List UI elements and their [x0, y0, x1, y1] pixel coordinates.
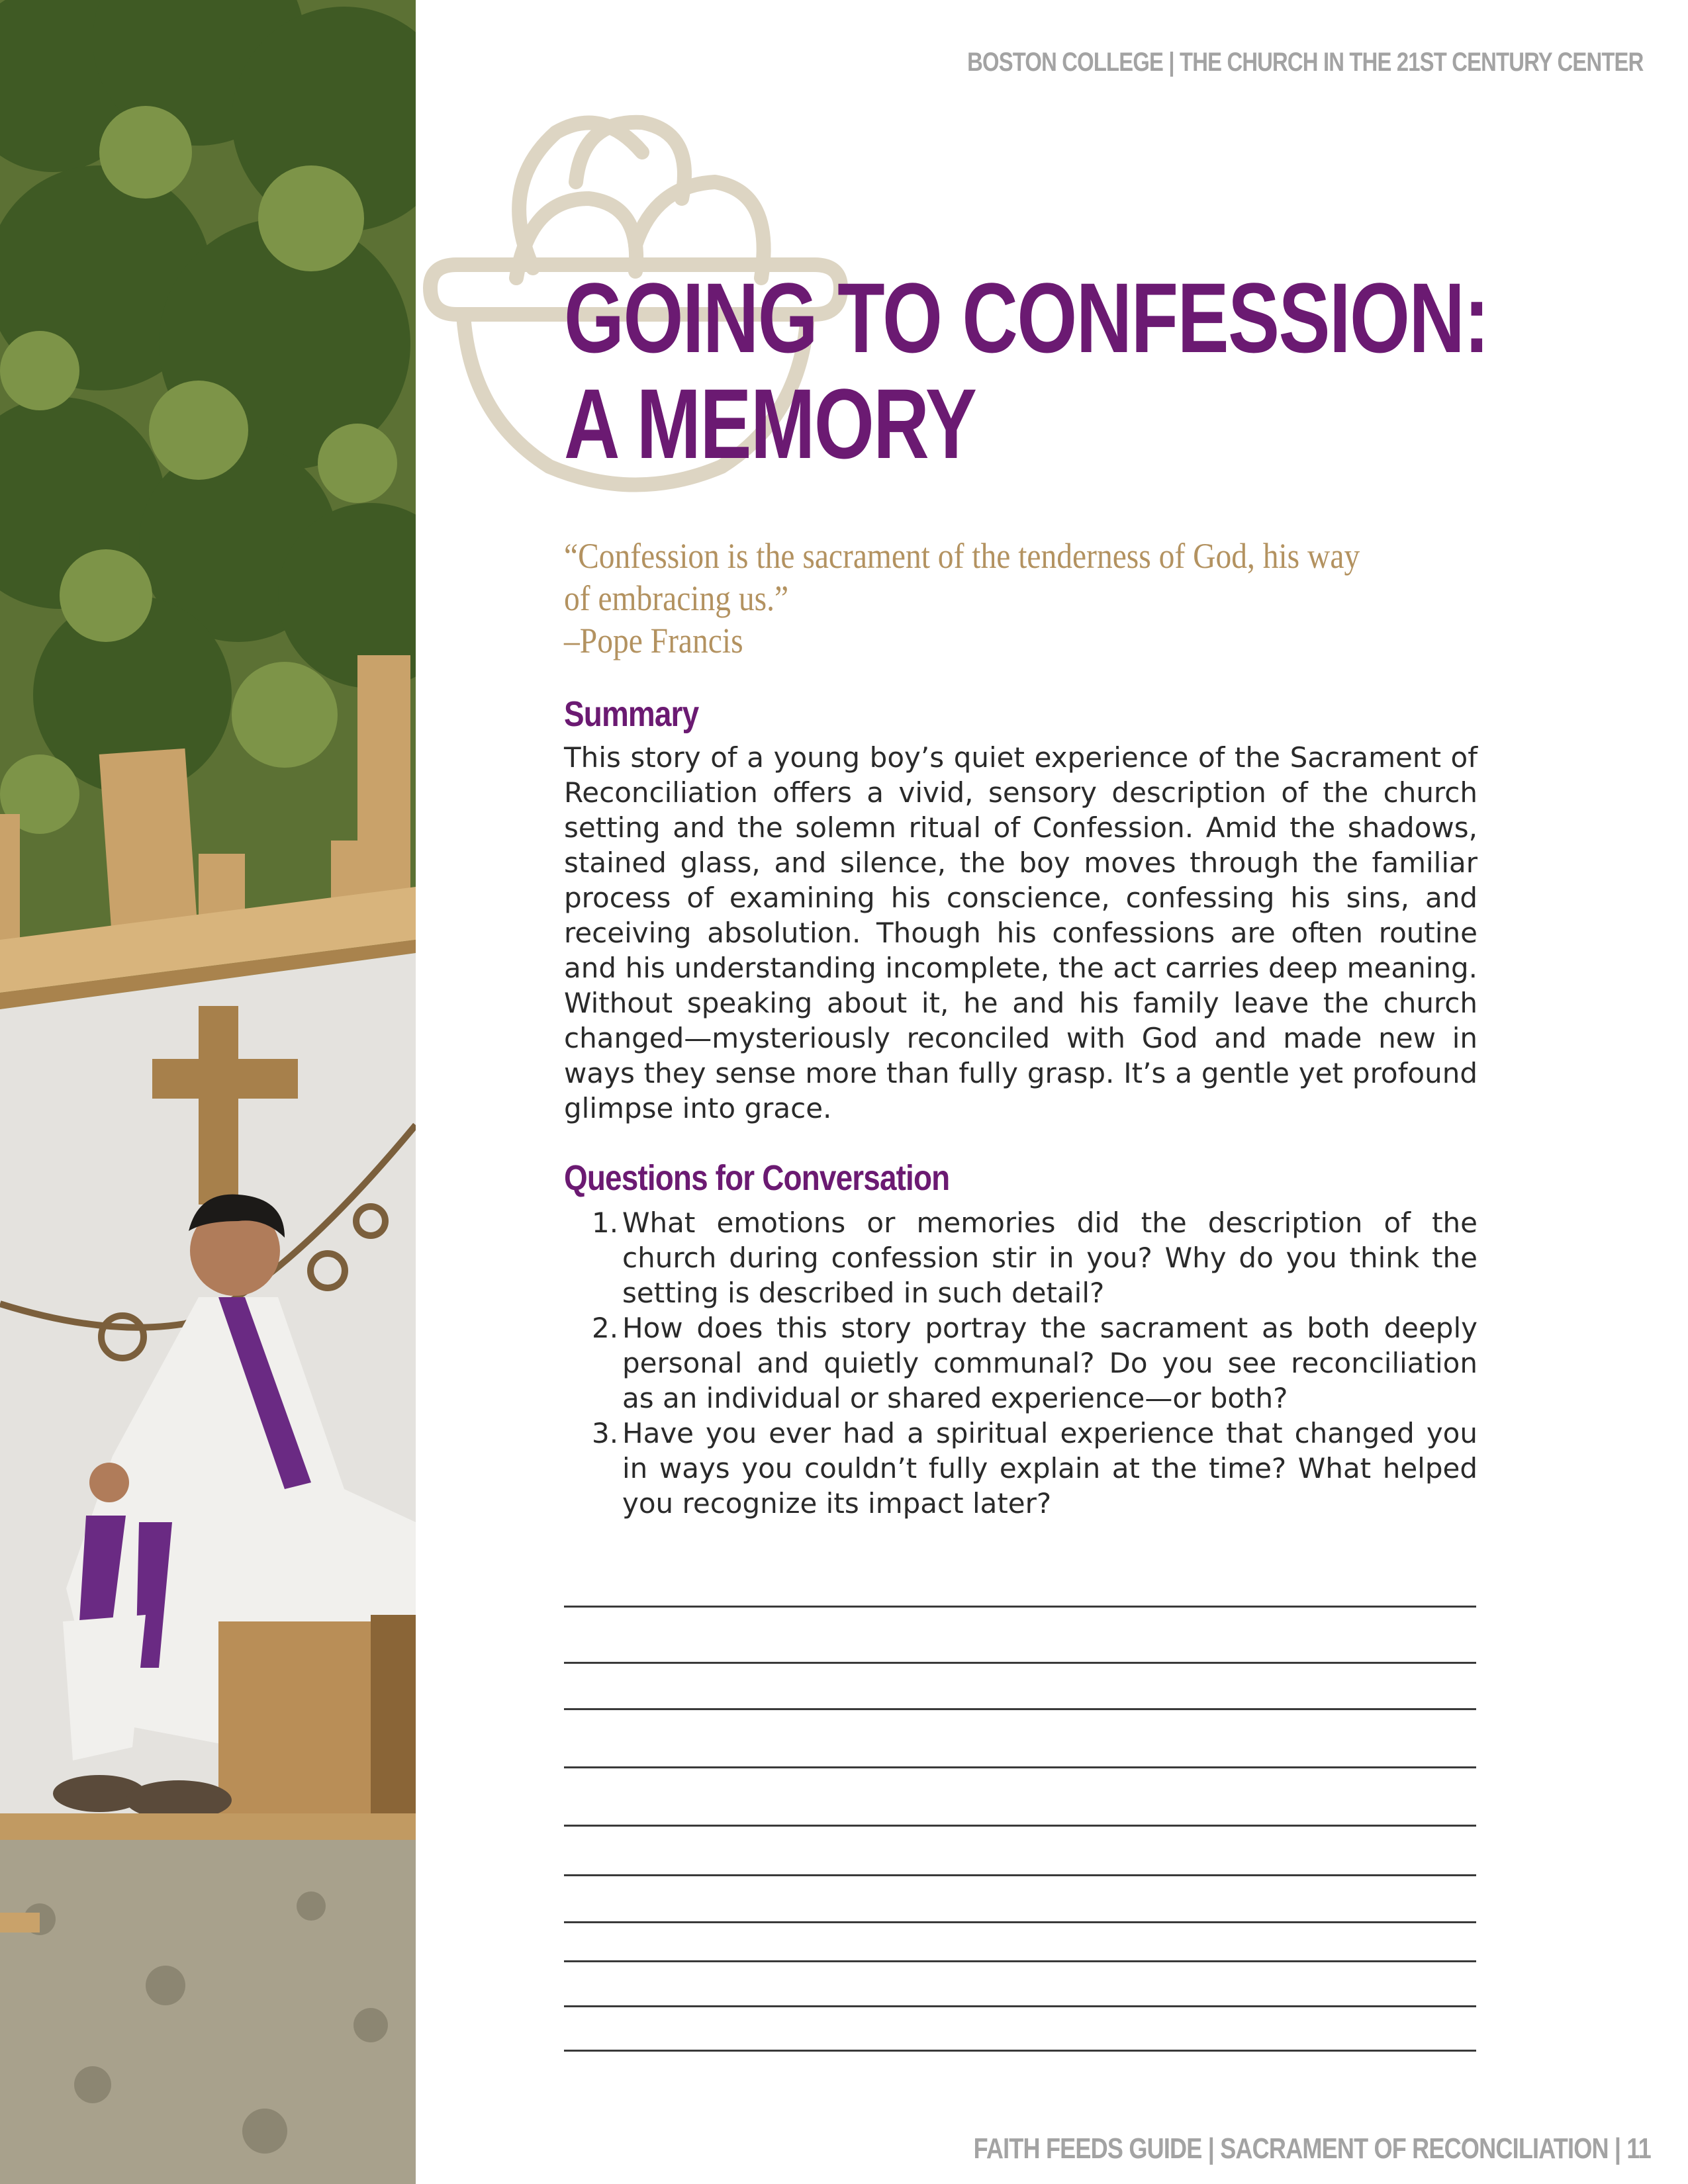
summary-body: This story of a young boy’s quiet experience of the Sacrament of Reconciliation offers a vivid, sensory description of the church setting and the solemn ritual of Confession. Amid the shadows, stained glass, and silence, the boy moves through the familiar process of examining his conscience, confessing his sins, and receiving absolution. Though his confessions are often routine and his understanding incomplete, the act carries deep meaning. Without speaking about it, he and his family leave the church changed—mysteriously reconciled with God and made new in ways they sense more than fully grasp. It’s a gentle yet profound glimpse into grace.	[564, 741, 1477, 1124]
writing-line	[564, 1766, 1476, 1768]
writing-line	[564, 1874, 1476, 1876]
writing-line	[564, 2050, 1476, 2052]
question-item	[564, 1205, 1477, 1310]
running-footer: FAITH FEEDS GUIDE | SACRAMENT OF RECONCILIATION | 11	[973, 2132, 1651, 2165]
question-item	[564, 1416, 1477, 1521]
question-item	[564, 1310, 1477, 1416]
page-title	[564, 262, 1493, 479]
photo-illustration	[0, 0, 416, 2184]
question-text: What emotions or memories did the description of the church during confession stir in you? Why do you think the setting is described in such detail?	[622, 1206, 1477, 1309]
writing-line	[564, 1960, 1476, 1962]
question-number: 2.	[592, 1312, 619, 1344]
quote-line-2: of embracing us.”	[564, 578, 789, 618]
summary-heading: Summary	[564, 694, 699, 734]
writing-line	[564, 1921, 1476, 1923]
title-line-2: A MEMORY	[564, 368, 976, 479]
pull-quote	[564, 535, 1473, 662]
writing-line	[564, 1662, 1476, 1664]
writing-line	[564, 1606, 1476, 1608]
question-text: How does this story portray the sacrament as both deeply personal and quietly communal? Do you see reconciliation as an individual or shared experience—or both?	[622, 1312, 1477, 1414]
title-line-1: GOING TO CONFESSION:	[564, 262, 1489, 373]
questions-heading: Questions for Conversation	[564, 1158, 950, 1198]
running-header: BOSTON COLLEGE | THE CHURCH IN THE 21ST CENTURY CENTER	[966, 48, 1643, 77]
main-content	[564, 262, 1489, 1521]
quote-line-1: “Confession is the sacrament of the tenderness of God, his way	[564, 536, 1360, 576]
question-number: 3.	[592, 1417, 619, 1449]
confession-photo	[0, 0, 416, 2184]
writing-line	[564, 1708, 1476, 1710]
question-number: 1.	[592, 1206, 619, 1239]
writing-line	[564, 2005, 1476, 2007]
question-text: Have you ever had a spiritual experience that changed you in ways you couldn’t fully explain at the time? What helped you recognize its impact later?	[622, 1417, 1477, 1520]
writing-line	[564, 1825, 1476, 1827]
questions-list	[564, 1205, 1477, 1521]
quote-attribution: –Pope Francis	[564, 621, 743, 660]
